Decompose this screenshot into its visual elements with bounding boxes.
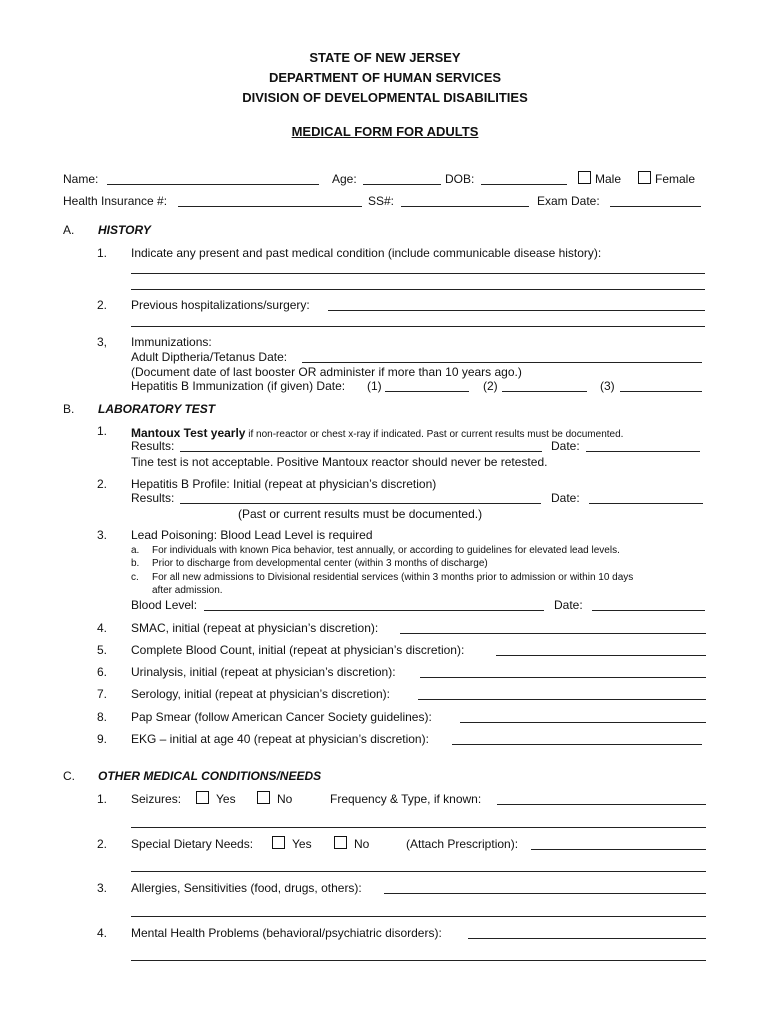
seizures-yes-label: Yes: [216, 792, 236, 806]
urinalysis-field[interactable]: [420, 677, 706, 678]
urinalysis-text: Urinalysis, initial (repeat at physician’s discretion):: [131, 665, 396, 679]
hep-b-results-label: Results:: [131, 491, 175, 505]
lead-c-text: For all new admissions to Divisional residential services (within 3 months prior to admission or within 10 days: [152, 572, 634, 583]
allergies-line-2[interactable]: [131, 916, 706, 917]
blood-level-date-label: Date:: [554, 598, 583, 612]
hep-b-2-label: (2): [483, 379, 498, 393]
hep-b-date-field[interactable]: [589, 503, 703, 504]
department-heading: DEPARTMENT OF HUMAN SERVICES: [268, 70, 502, 85]
lead-poisoning-text: Lead Poisoning: Blood Lead Level is required: [131, 528, 373, 542]
female-checkbox[interactable]: [638, 171, 651, 184]
female-label: Female: [655, 172, 696, 186]
hep-b-note: (Past or current results must be documented.): [238, 507, 483, 521]
dob-label: DOB:: [445, 172, 475, 186]
dietary-yes-label: Yes: [292, 837, 312, 851]
history-item-2-number: 2.: [97, 298, 108, 312]
dt-date-label: Adult Diptheria/Tetanus Date:: [131, 350, 288, 364]
other-item-2-number: 2.: [97, 837, 108, 851]
seizures-no-checkbox[interactable]: [257, 791, 270, 804]
hep-b-3-label: (3): [600, 379, 615, 393]
name-label: Name:: [63, 172, 99, 186]
hep-b-2-field[interactable]: [502, 391, 587, 392]
dietary-no-checkbox[interactable]: [334, 836, 347, 849]
name-field[interactable]: [107, 184, 319, 185]
mental-health-line-2[interactable]: [131, 960, 706, 961]
pap-smear-text: Pap Smear (follow American Cancer Society guidelines):: [131, 710, 432, 724]
section-c-title: OTHER MEDICAL CONDITIONS/NEEDS: [98, 769, 322, 783]
lab-item-6-number: 6.: [97, 665, 108, 679]
lead-b-letter: b.: [131, 558, 140, 569]
smac-field[interactable]: [400, 633, 706, 634]
lab-item-7-number: 7.: [97, 687, 108, 701]
section-a-title: HISTORY: [98, 223, 151, 237]
dt-note: (Document date of last booster OR administer if more than 10 years ago.): [131, 365, 522, 379]
division-heading: DIVISION OF DEVELOPMENTAL DISABILITIES: [242, 90, 528, 105]
mental-health-label: Mental Health Problems (behavioral/psychiatric disorders):: [131, 926, 442, 940]
hep-b-1-label: (1): [367, 379, 382, 393]
smac-text: SMAC, initial (repeat at physician’s discretion):: [131, 621, 379, 635]
age-label: Age:: [332, 172, 357, 186]
mantoux-results-label: Results:: [131, 439, 175, 453]
other-item-3-number: 3.: [97, 881, 108, 895]
lab-item-4-number: 4.: [97, 621, 108, 635]
lab-item-3-number: 3.: [97, 528, 108, 542]
history-item-1-line-2[interactable]: [131, 289, 705, 290]
section-c-letter: C.: [63, 769, 75, 783]
lab-item-8-number: 8.: [97, 710, 108, 724]
seizures-frequency-field[interactable]: [497, 804, 706, 805]
seizures-no-label: No: [277, 792, 293, 806]
immunizations-heading: Immunizations:: [131, 335, 212, 349]
male-label: Male: [595, 172, 622, 186]
hep-b-label: Hepatitis B Immunization (if given) Date:: [131, 379, 346, 393]
seizures-line-2[interactable]: [131, 827, 706, 828]
mantoux-date-label: Date:: [551, 439, 580, 453]
mantoux-results-field[interactable]: [180, 451, 542, 452]
other-item-4-number: 4.: [97, 926, 108, 940]
section-a-letter: A.: [63, 223, 75, 237]
ekg-field[interactable]: [452, 744, 702, 745]
lead-c-letter: c.: [131, 572, 139, 583]
serology-field[interactable]: [418, 699, 706, 700]
lab-item-5-number: 5.: [97, 643, 108, 657]
lab-item-2-number: 2.: [97, 477, 108, 491]
dietary-line-2[interactable]: [131, 871, 706, 872]
history-item-2-text: Previous hospitalizations/surgery:: [131, 298, 310, 312]
lead-a-letter: a.: [131, 545, 140, 556]
section-b-letter: B.: [63, 402, 75, 416]
other-item-1-number: 1.: [97, 792, 108, 806]
history-item-1-line-1[interactable]: [131, 273, 705, 274]
prescription-label: (Attach Prescription):: [406, 837, 519, 851]
hospitalizations-line-2[interactable]: [131, 326, 705, 327]
ekg-text: EKG – initial at age 40 (repeat at physician’s discretion):: [131, 732, 429, 746]
insurance-label: Health Insurance #:: [63, 194, 168, 208]
cbc-text: Complete Blood Count, initial (repeat at physician’s discretion):: [131, 643, 465, 657]
mantoux-text: Mantoux Test yearly if non-reactor or chest x-ray if indicated. Past or current results must be documented.: [131, 426, 624, 440]
hep-b-profile-text: Hepatitis B Profile: Initial (repeat at physician’s discretion): [131, 477, 437, 491]
exam-date-field[interactable]: [610, 206, 701, 207]
hep-b-date-label: Date:: [551, 491, 580, 505]
lab-item-9-number: 9.: [97, 732, 108, 746]
allergies-field[interactable]: [384, 893, 706, 894]
hep-b-3-field[interactable]: [620, 391, 702, 392]
lead-c-text-cont: after admission.: [152, 585, 223, 596]
blood-level-label: Blood Level:: [131, 598, 198, 612]
section-b-title: LABORATORY TEST: [98, 402, 216, 416]
lead-a-text: For individuals with known Pica behavior, test annually, or according to guidelines for elevated lead levels.: [152, 545, 620, 556]
age-field[interactable]: [363, 184, 441, 185]
mantoux-date-field[interactable]: [586, 451, 700, 452]
form-title: MEDICAL FORM FOR ADULTS: [291, 124, 479, 139]
exam-date-label: Exam Date:: [537, 194, 600, 208]
serology-text: Serology, initial (repeat at physician’s discretion):: [131, 687, 391, 701]
history-item-1-number: 1.: [97, 246, 108, 260]
insurance-field[interactable]: [178, 206, 362, 207]
hep-b-1-field[interactable]: [385, 391, 469, 392]
mental-health-field[interactable]: [468, 938, 706, 939]
blood-level-date-field[interactable]: [592, 610, 705, 611]
cbc-field[interactable]: [496, 655, 706, 656]
male-checkbox[interactable]: [578, 171, 591, 184]
dietary-label: Special Dietary Needs:: [131, 837, 254, 851]
ss-label: SS#:: [368, 194, 395, 208]
tine-test-note: Tine test is not acceptable. Positive Mantoux reactor should never be retested.: [131, 455, 548, 469]
dietary-no-label: No: [354, 837, 370, 851]
prescription-field[interactable]: [531, 849, 706, 850]
blood-level-field[interactable]: [204, 610, 544, 611]
allergies-label: Allergies, Sensitivities (food, drugs, others):: [131, 881, 362, 895]
lab-item-1-number: 1.: [97, 424, 108, 438]
dt-date-field[interactable]: [302, 362, 702, 363]
history-item-3-number: 3,: [97, 335, 108, 349]
seizures-frequency-label: Frequency & Type, if known:: [330, 792, 482, 806]
lead-b-text: Prior to discharge from developmental center (within 3 months of discharge): [152, 558, 488, 569]
dietary-yes-checkbox[interactable]: [272, 836, 285, 849]
history-item-1-text: Indicate any present and past medical condition (include communicable disease history):: [131, 246, 602, 260]
dob-field[interactable]: [481, 184, 567, 185]
hep-b-results-field[interactable]: [180, 503, 541, 504]
ss-field[interactable]: [401, 206, 529, 207]
hospitalizations-field[interactable]: [328, 310, 705, 311]
pap-smear-field[interactable]: [460, 722, 706, 723]
seizures-yes-checkbox[interactable]: [196, 791, 209, 804]
seizures-label: Seizures:: [131, 792, 182, 806]
state-heading: STATE OF NEW JERSEY: [309, 50, 461, 65]
